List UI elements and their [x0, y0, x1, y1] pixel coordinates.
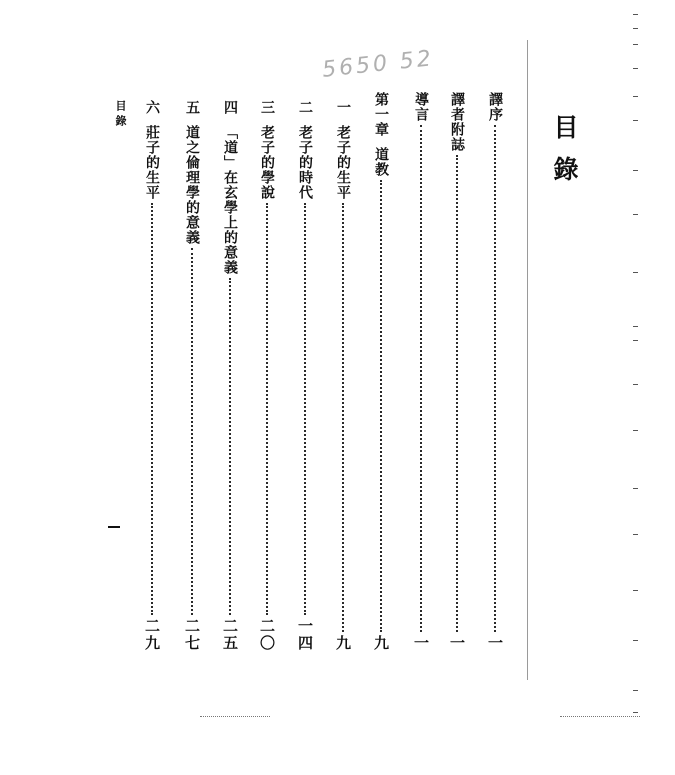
toc-label: 譯序 — [487, 92, 503, 122]
margin-tick — [633, 640, 638, 641]
margin-tick — [633, 14, 638, 15]
margin-tick — [633, 170, 638, 171]
margin-tick — [633, 430, 638, 431]
toc-label: 老子的學說 — [259, 125, 275, 200]
toc-chapter-number: 第一章 — [373, 92, 389, 137]
dot-leader — [342, 203, 344, 632]
scan-edge-dash — [200, 716, 270, 717]
margin-tick — [633, 326, 638, 327]
toc-page-number: 二九 — [143, 618, 161, 652]
toc-entry-chapter-1[interactable] — [370, 92, 392, 652]
scan-edge-line — [527, 40, 528, 680]
toc-entry-section-5[interactable] — [181, 100, 203, 652]
toc-section-number: 四 — [222, 100, 238, 115]
margin-tick — [633, 690, 638, 691]
handwritten-note: 5650 52 — [321, 46, 435, 83]
toc-section-number: 二 — [297, 100, 313, 115]
margin-tick — [633, 488, 638, 489]
toc-entry-preface[interactable] — [484, 92, 506, 652]
toc-section-number: 三 — [259, 100, 275, 115]
dot-leader — [420, 125, 422, 632]
toc-label: 導言 — [413, 92, 429, 122]
page-title-char-1: 目 — [553, 113, 579, 142]
toc-label: 莊子的生平 — [144, 125, 160, 200]
margin-tick — [633, 96, 638, 97]
toc-section-number: 六 — [144, 100, 160, 115]
toc-page-number: 二七 — [183, 618, 201, 652]
margin-tick — [633, 120, 638, 121]
dot-leader — [229, 278, 231, 615]
margin-tick — [633, 712, 638, 713]
dot-leader — [380, 180, 382, 632]
dot-leader — [456, 155, 458, 632]
toc-page-number: 二五 — [221, 618, 239, 652]
toc-page-number: 九 — [372, 635, 390, 652]
toc-label: 道教 — [373, 147, 389, 177]
toc-section-number: 一 — [335, 100, 351, 115]
toc-entry-translator-note[interactable] — [446, 92, 468, 652]
toc-entry-section-4[interactable] — [219, 100, 241, 652]
dot-leader — [191, 248, 193, 615]
running-footer-label: 目錄 — [114, 100, 127, 130]
page-title-char-2: 錄 — [553, 155, 579, 184]
toc-section-number: 五 — [184, 100, 200, 115]
toc-label: 老子的時代 — [297, 125, 313, 200]
margin-tick — [633, 28, 638, 29]
margin-tick — [633, 590, 638, 591]
toc-label: 道之倫理學的意義 — [184, 125, 200, 245]
dot-leader — [151, 203, 153, 615]
toc-page-number: 一 — [486, 635, 504, 652]
folio-number — [108, 526, 120, 528]
margin-tick — [633, 534, 638, 535]
toc-page-number: 九 — [334, 635, 352, 652]
toc-page-number: 二〇 — [258, 618, 276, 652]
toc-entry-introduction[interactable] — [410, 92, 432, 652]
dot-leader — [494, 125, 496, 632]
scan-edge-dash — [560, 716, 640, 717]
margin-tick — [633, 272, 638, 273]
toc-page-number: 一 — [412, 635, 430, 652]
margin-tick — [633, 340, 638, 341]
dot-leader — [304, 203, 306, 615]
toc-page-number: 一四 — [296, 618, 314, 652]
toc-page-number: 一 — [448, 635, 466, 652]
margin-tick — [633, 214, 638, 215]
toc-entry-section-6[interactable] — [141, 100, 163, 652]
dot-leader — [266, 203, 268, 615]
toc-label: 譯者附誌 — [449, 92, 465, 152]
toc-label: 老子的生平 — [335, 125, 351, 200]
margin-tick — [633, 44, 638, 45]
toc-entry-section-2[interactable] — [294, 100, 316, 652]
toc-label: 「道」在玄學上的意義 — [222, 125, 238, 275]
margin-tick — [633, 384, 638, 385]
toc-entry-section-3[interactable] — [256, 100, 278, 652]
toc-entry-section-1[interactable] — [332, 100, 354, 652]
margin-tick — [633, 68, 638, 69]
